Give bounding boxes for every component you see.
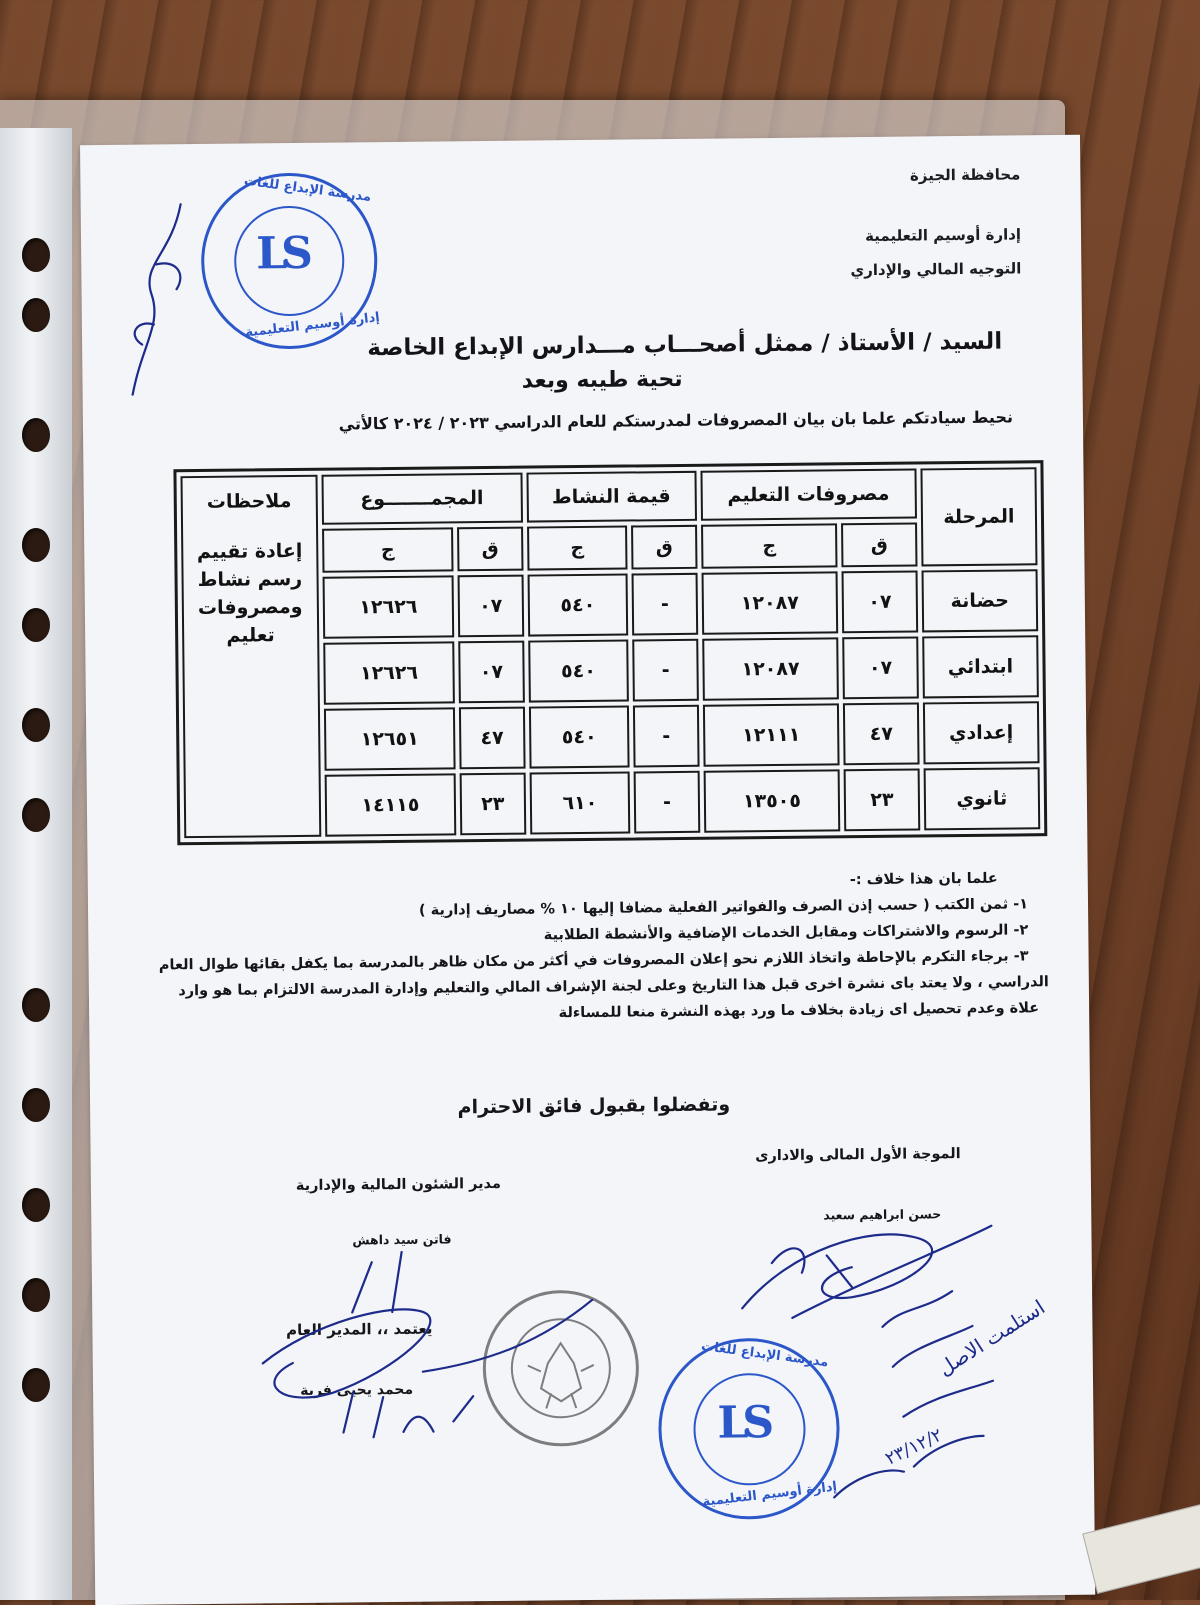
punch-hole <box>22 238 50 272</box>
addressee-line: السيد / الأستاذ / ممثل أصحـــاب مـــدارس الإبداع الخاصة <box>367 328 1003 362</box>
punch-hole <box>22 988 50 1022</box>
unit-pounds: ج <box>701 523 838 568</box>
notes-cell <box>180 475 321 838</box>
greeting-line: تحية طيبه وبعد <box>521 366 683 394</box>
school-stamp-top <box>200 172 381 350</box>
header-department: التوجيه المالي والإداري <box>850 259 1022 280</box>
stamp-admin-name: إدارة أوسيم التعليمية <box>244 310 381 341</box>
condition-item-2: ٢- الرسوم والاشتراكات ومقابل الخدمات الإضافية والأنشطة الطلابية <box>543 922 1029 944</box>
activity-pounds: ٥٤٠ <box>528 640 630 703</box>
activity-piasters: - <box>633 639 699 702</box>
unit-pounds: ج <box>527 526 628 571</box>
total-piasters: ٠٧ <box>458 641 524 704</box>
conditions-block <box>88 865 1049 1031</box>
condition-item-3-cont: علاة وعدم تحصيل اى زيادة بخلاف ما ورد بهذه النشرة منعا للمساءلة <box>558 1000 1040 1022</box>
signatory-right-name: حسن ابراهيم سعيد <box>823 1206 942 1223</box>
activity-pounds: ٥٤٠ <box>528 706 630 769</box>
intro-line: نحيط سيادتكم علما بان بيان المصروفات لمدرستكم للعام الدراسي ٢٠٢٣ / ٢٠٢٤ كالأتي <box>338 407 1014 434</box>
punch-hole <box>22 798 50 832</box>
signatory-left-name: فاتن سيد داهش <box>352 1231 452 1248</box>
punch-hole <box>22 608 50 642</box>
notes-header: ملاحظات <box>206 490 292 513</box>
punch-hole <box>22 298 50 332</box>
approval-label: يعتمد ،، المدير العام <box>286 1319 433 1340</box>
stamp-logo: LS <box>255 227 308 280</box>
punch-hole <box>22 1368 50 1402</box>
punch-hole <box>22 528 50 562</box>
fee-table <box>173 460 1047 845</box>
stage-cell: ثانوي <box>923 767 1040 830</box>
signatory-right-title: الموجة الأول المالى والادارى <box>755 1146 961 1165</box>
closing-line: وتفضلوا بقبول فائق الاحترام <box>457 1093 731 1119</box>
tuition-pounds: ١٣٥٠٥ <box>703 769 840 832</box>
total-pounds: ١٤١١٥ <box>324 773 456 836</box>
handwritten-receipt: استلمت الاصل <box>934 1294 1050 1381</box>
activity-pounds: ٦١٠ <box>529 772 631 835</box>
unit-piasters: ق <box>841 522 917 567</box>
school-stamp-bottom <box>658 1337 841 1520</box>
total-piasters: ٢٣ <box>460 773 526 836</box>
notes-text: إعادة تقييم رسم نشاط ومصروفات تعليم <box>196 539 303 647</box>
activity-piasters: - <box>632 573 698 636</box>
tuition-pounds: ١٢٠٨٧ <box>702 637 839 700</box>
punch-hole <box>22 1088 50 1122</box>
punch-hole <box>22 418 50 452</box>
activity-piasters: - <box>634 771 700 834</box>
stamp-school-name: مدرسة الإبداع للغات <box>243 173 373 206</box>
col-activity-header: قيمة النشاط <box>526 471 697 523</box>
eagle-emblem-icon <box>485 1292 637 1444</box>
stamp-school-name: مدرسة الإبداع للغات <box>700 1338 830 1371</box>
stamp-admin-name: إدارة أوسيم التعليمية <box>701 1479 838 1510</box>
activity-pounds: ٥٤٠ <box>527 574 629 637</box>
tuition-pounds: ١٢١١١ <box>703 703 840 766</box>
header-administration: إدارة أوسيم التعليمية <box>865 225 1022 246</box>
condition-item-3: ٣- برجاء التكرم بالإحاطة واتخاذ اللازم نحو إعلان المصروفات في أكثر من مكان ظاهر بالمدرسة بما يكفل بقائها طوال العام <box>158 948 1029 974</box>
punch-hole <box>22 1188 50 1222</box>
col-stage-header: المرحلة <box>920 467 1037 566</box>
total-pounds: ١٢٦٢٦ <box>322 575 454 638</box>
col-total-header: المجمـــــــوع <box>321 473 522 525</box>
col-tuition-header: مصروفات التعليم <box>700 468 917 520</box>
condition-item-1: ١- ثمن الكتب ( حسب إذن الصرف والفواتير الفعلية مضافا إليها ١٠ % مصاريف إدارية ) <box>418 896 1029 919</box>
stamp-logo: LS <box>717 1397 769 1449</box>
stage-cell: ابتدائي <box>922 635 1039 698</box>
total-pounds: ١٢٦٢٦ <box>323 641 455 704</box>
tuition-piasters: ٤٧ <box>843 702 919 765</box>
unit-piasters: ق <box>631 525 697 570</box>
stage-cell: حضانة <box>921 569 1038 632</box>
signatory-left-title: مدير الشئون المالية والإدارية <box>295 1175 502 1195</box>
handwritten-date: ٢٣/١٢/٢ <box>881 1424 946 1470</box>
ruler-corner <box>1082 1504 1200 1594</box>
tuition-piasters: ٠٧ <box>842 570 918 633</box>
activity-piasters: - <box>633 705 699 768</box>
total-piasters: ٤٧ <box>459 707 525 770</box>
tuition-piasters: ٢٣ <box>844 768 920 831</box>
table-header-row <box>180 467 1036 526</box>
official-seal <box>482 1289 640 1447</box>
tuition-pounds: ١٢٠٨٧ <box>701 571 838 634</box>
condition-item-3-cont: الدراسي ، ولا يعتد باى نشرة اخرى قبل هذا التاريخ وعلى لجنة الإشراف المالي والتعليم وإدارة المدرسة الالتزام بما هو وارد <box>178 974 1049 1000</box>
binder-strip <box>0 128 72 1600</box>
tuition-piasters: ٠٧ <box>843 636 919 699</box>
total-pounds: ١٢٦٥١ <box>324 707 456 770</box>
header-governorate: محافظة الجيزة <box>909 165 1021 185</box>
stage-cell: إعدادي <box>923 701 1040 764</box>
approval-name: محمد يحيى فرية <box>300 1381 414 1399</box>
total-piasters: ٠٧ <box>458 575 524 638</box>
conditions-heading: علما بان هذا خلاف :- <box>849 870 998 889</box>
unit-piasters: ق <box>457 527 523 572</box>
punch-hole <box>22 708 50 742</box>
punch-hole <box>22 1278 50 1312</box>
letter-page <box>80 135 1095 1605</box>
unit-pounds: ج <box>322 527 454 572</box>
